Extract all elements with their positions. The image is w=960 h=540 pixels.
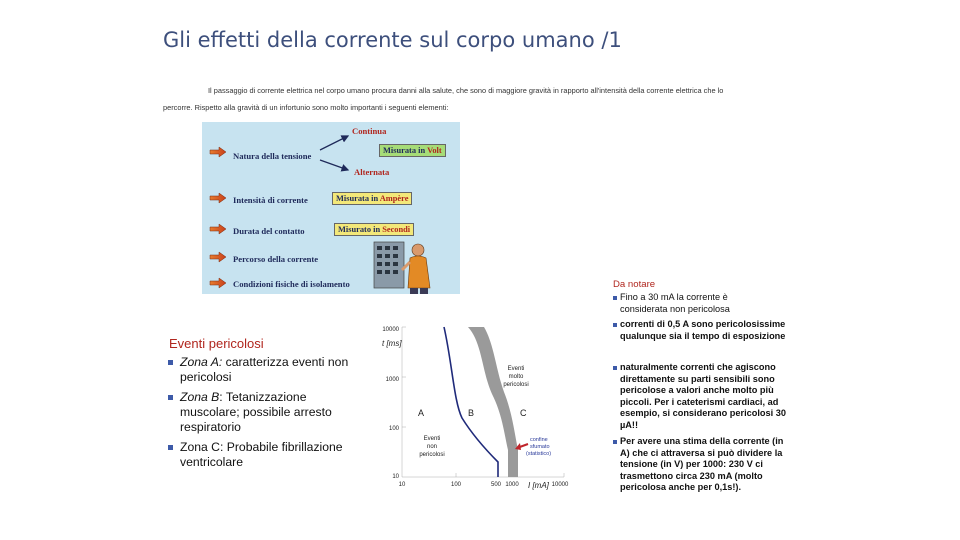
threshold-l3: (statistico) <box>526 451 552 457</box>
dangerous-l1: Eventi <box>507 366 525 372</box>
events-title: Eventi pericolosi <box>169 336 264 351</box>
note-2-text: correnti di 0,5 A sono pericolosissime qualunque sia il tempo di esposizione <box>620 319 786 341</box>
box-misurata-ampere <box>332 192 412 205</box>
bullet-icon <box>613 323 617 327</box>
diagram-natura-tensione: Natura della tensione <box>233 151 312 161</box>
event-zone-c-text: Zona C: Probabile fibrillazione ventricolare <box>180 440 343 469</box>
box-secondi-prefix: Misurato in <box>338 225 383 234</box>
note-4-text: Per avere una stima della corrente (in A) che ci attraversa si può dividere la tensione (in V) per 1000: 230 V ci trasmettono circa 230 mA (molto pericolosa anche per 0,1s!). <box>620 436 784 493</box>
threshold-l2: sfumato <box>530 444 550 450</box>
bullet-icon <box>168 395 173 400</box>
note-item-1 <box>620 292 748 315</box>
y-tick-1000: 1000 <box>385 377 399 383</box>
event-zone-c <box>180 440 375 470</box>
x-tick-100: 100 <box>450 482 462 488</box>
diagram-percorso: Percorso della corrente <box>233 254 319 264</box>
event-zone-a-text: caratterizza eventi non pericolosi <box>180 355 349 384</box>
threshold-band <box>468 327 518 477</box>
event-zone-b <box>180 390 360 435</box>
box-ampere-prefix: Misurata in <box>336 194 380 203</box>
note-item-3 <box>620 362 788 432</box>
note-3-text: naturalmente correnti che agiscono direttamente su parti sensibili sono pericolose a valori anche molto più piccoli. Per i cateterismi cardiaci, ad esempio, si considerano pericolosi 30 µA!! <box>620 362 786 430</box>
x-tick-10000: 10000 <box>551 482 569 488</box>
current-time-graph <box>372 322 572 492</box>
not-dangerous-l2: non <box>426 444 438 450</box>
intro-line-1: Il passaggio di corrente elettrica nel corpo umano procura danni alla salute, che sono di maggiore gravità in rapporto all'intensità della corrente elettrica che lo <box>208 86 724 95</box>
bullet-icon <box>613 440 617 444</box>
y-tick-10000: 10000 <box>382 327 399 333</box>
not-dangerous-l1: Eventi <box>423 436 441 442</box>
diagram-alternata: Alternata <box>354 167 390 177</box>
page-title: Gli effetti della corrente sul corpo umano /1 <box>163 28 622 52</box>
note-1-text: Fino a 30 mA la corrente è considerata non pericolosa <box>620 292 730 314</box>
diagram-condizioni: Condizioni fisiche di isolamento <box>233 279 350 289</box>
y-axis-label: t [ms] <box>382 339 402 348</box>
dangerous-l2: molto <box>508 374 524 380</box>
box-volt-prefix: Misurata in <box>383 146 428 155</box>
event-zone-a-label: Zona A: <box>180 355 223 369</box>
diagram-durata: Durata del contatto <box>233 226 305 236</box>
notes-title: Da notare <box>613 279 656 290</box>
x-tick-10: 10 <box>398 482 406 488</box>
electric-factors-diagram <box>202 122 460 294</box>
diagram-intensita: Intensità di corrente <box>233 195 308 205</box>
box-volt-unit: Volt <box>427 146 442 155</box>
bullet-icon <box>168 445 173 450</box>
zone-a-label: A <box>418 408 425 418</box>
not-dangerous-l3: pericolosi <box>419 452 445 458</box>
threshold-l1: confine <box>530 437 548 443</box>
box-misurata-volt <box>379 144 446 157</box>
bullet-icon <box>168 360 173 365</box>
event-zone-a <box>180 355 370 385</box>
x-tick-1000: 1000 <box>505 482 519 488</box>
bullet-icon <box>613 366 617 370</box>
intro-line-2: percorre. Rispetto alla gravità di un infortunio sono molto importanti i seguenti elementi: <box>163 103 449 112</box>
note-item-2 <box>620 319 790 342</box>
event-zone-b-text: : Tetanizzazione muscolare; possibile arresto respiratorio <box>180 390 332 434</box>
zone-c-label: C <box>520 408 527 418</box>
bullet-icon <box>613 296 617 300</box>
diagram-continua: Continua <box>352 126 387 136</box>
box-misurato-secondi <box>334 223 414 236</box>
x-axis-label: I [mA] <box>528 481 549 490</box>
box-secondi-unit: Secondi <box>382 225 411 234</box>
worker-illustration <box>374 242 430 294</box>
y-tick-10: 10 <box>392 474 399 480</box>
box-ampere-unit: Ampère <box>379 194 409 203</box>
dangerous-l3: pericolosi <box>503 382 529 388</box>
note-item-4 <box>620 436 790 494</box>
event-zone-b-label: Zona B <box>180 390 220 404</box>
zone-b-label: B <box>468 408 475 418</box>
y-tick-100: 100 <box>388 426 399 432</box>
x-tick-500: 500 <box>490 482 502 488</box>
orange-arrow-icons <box>210 147 226 288</box>
